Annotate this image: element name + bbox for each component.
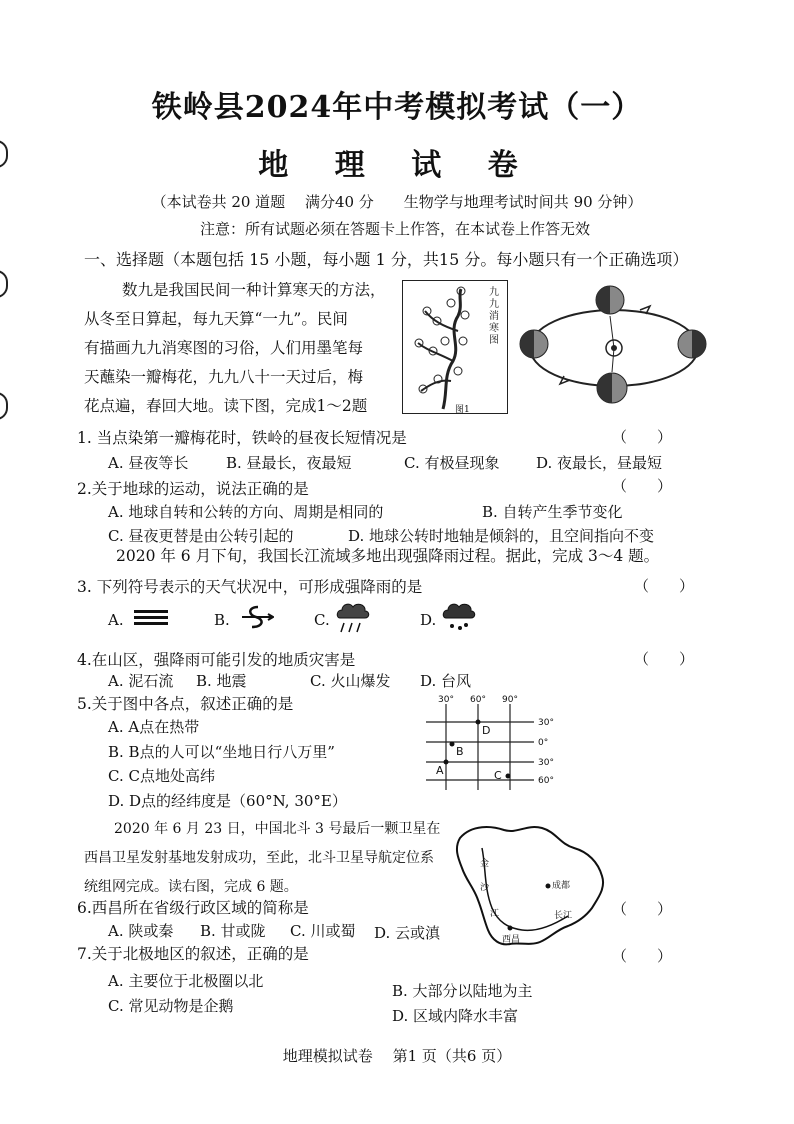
answer-paren: （ ） — [612, 900, 673, 918]
exam-subtitle: 地 理 试 卷 — [258, 148, 536, 183]
grid-point — [476, 720, 481, 725]
q1-option-c: C. 有极昼现象 — [404, 454, 500, 472]
binding-hole — [0, 392, 8, 420]
q6-option-a: A. 陕或秦 — [108, 922, 174, 940]
passage-line: 有描画九九消寒图的习俗，人们用墨笔每 — [84, 339, 364, 357]
grid-right-label: 60° — [538, 776, 554, 786]
grid-point-label: A — [436, 764, 444, 777]
q1-option-b: B. 昼最长，夜最短 — [226, 454, 352, 472]
passage-line: 西昌卫星发射基地发射成功，至此，北斗卫星导航定位系 — [84, 850, 434, 866]
grid-top-label: 60° — [470, 695, 486, 705]
answer-paren: （ ） — [612, 947, 673, 965]
answer-paren: （ ） — [612, 477, 673, 495]
q1-option-a: A. 昼夜等长 — [108, 454, 189, 472]
q3-option-b: B. — [214, 611, 230, 629]
q3-option-d: D. — [420, 611, 437, 629]
figure-label: 图1 — [455, 405, 470, 415]
question-7-stem: 7.关于北极地区的叙述，正确的是 — [77, 945, 309, 963]
question-4-stem: 4.在山区，强降雨可能引发的地质灾害是 — [77, 651, 356, 669]
grid-right-label: 30° — [538, 718, 554, 728]
grid-point-label: B — [456, 745, 464, 758]
earth-orbit-diagram — [510, 282, 722, 412]
question-2-stem: 2.关于地球的运动，说法正确的是 — [77, 480, 309, 498]
q3-option-c: C. — [314, 611, 330, 629]
earth-right-icon — [678, 330, 706, 358]
q6-option-c: C. 川或蜀 — [290, 922, 356, 940]
passage-1 — [84, 276, 400, 421]
answer-paren: （ ） — [634, 577, 695, 595]
q7-option-b: B. 大部分以陆地为主 — [392, 982, 533, 1000]
lat-long-grid — [422, 692, 568, 794]
q2-option-a: A. 地球自转和公转的方向、周期是相同的 — [108, 503, 384, 521]
passage-3 — [84, 815, 454, 902]
exam-info: （本试卷共 20 道题 满分40 分 生物学与地理考试时间共 90 分钟） — [151, 193, 643, 211]
question-6-stem: 6.西昌所在省级行政区域的简称是 — [77, 899, 309, 917]
fog-symbol-icon — [134, 608, 170, 628]
map-label: 西昌 — [502, 935, 521, 945]
plum-blossom-figure — [402, 280, 508, 414]
q1-option-d: D. 夜最长，昼最短 — [536, 454, 663, 472]
grid-point — [450, 742, 455, 747]
grid-point-label: D — [482, 724, 491, 737]
poster-text: 九九消寒图 — [489, 287, 499, 346]
question-5-stem: 5.关于图中各点，叙述正确的是 — [77, 695, 294, 713]
q4-option-b: B. 地震 — [196, 672, 247, 690]
map-label: 长江 — [554, 911, 573, 921]
passage-line: 统组网完成。读右图，完成 6 题。 — [84, 879, 298, 895]
q2-option-c: C. 昼夜更替是由公转引起的 — [108, 527, 294, 545]
exam-notice: 注意：所有试题必须在答题卡上作答，在本试卷上作答无效 — [200, 220, 591, 238]
map-label: 成都 — [552, 881, 571, 891]
answer-paren: （ ） — [634, 650, 695, 668]
grid-right-label: 0° — [538, 738, 549, 748]
map-label: 沙 — [480, 883, 490, 893]
grid-point — [444, 760, 449, 765]
q5-option-b: B. B点的人可以“坐地日行八万里” — [108, 743, 335, 761]
heavy-rain-symbol-icon — [440, 600, 478, 636]
map-label: 金 — [480, 859, 490, 869]
q5-option-d: D. D点的经纬度是（60°N, 30°E） — [108, 792, 347, 810]
question-1-stem: 1. 当点染第一瓣梅花时，铁岭的昼夜长短情况是 — [77, 429, 407, 447]
grid-point — [506, 774, 511, 779]
q5-option-c: C. C点地处高纬 — [108, 767, 215, 785]
answer-paren: （ ） — [612, 428, 673, 446]
passage-line: 2020 年 6 月 23 日，中国北斗 3 号最后一颗卫星在 — [114, 821, 441, 837]
grid-point-label: C — [494, 769, 502, 782]
q7-option-c: C. 常见动物是企鹅 — [108, 997, 234, 1015]
question-3-stem: 3. 下列符号表示的天气状况中，可形成强降雨的是 — [77, 578, 423, 596]
earth-left-icon — [520, 330, 548, 358]
q2-option-b: B. 自转产生季节变化 — [482, 503, 623, 521]
binding-hole — [0, 270, 8, 298]
q7-option-d: D. 区域内降水丰富 — [392, 1007, 519, 1025]
passage-line: 数九是我国民间一种计算寒天的方法， — [122, 281, 386, 299]
q4-option-a: A. 泥石流 — [108, 672, 174, 690]
grid-top-label: 90° — [502, 695, 518, 705]
grid-right-label: 30° — [538, 758, 554, 768]
sichuan-map — [452, 818, 612, 950]
q6-option-d: D. 云或滇 — [374, 924, 441, 942]
q4-option-d: D. 台风 — [420, 672, 472, 690]
section-heading: 一、选择题（本题包括 15 小题，每小题 1 分，共15 分。每小题只有一个正确选项） — [84, 250, 689, 269]
map-label: 江 — [490, 909, 500, 919]
grid-top-label: 30° — [438, 695, 454, 705]
q3-option-a: A. — [108, 611, 124, 629]
light-rain-symbol-icon — [334, 600, 372, 636]
q5-option-a: A. A点在热带 — [108, 718, 200, 736]
chengdu-point — [546, 884, 551, 889]
q4-option-c: C. 火山爆发 — [310, 672, 391, 690]
passage-line: 花点遍，春回大地。读下图，完成1～2题 — [84, 397, 368, 415]
q2-option-d: D. 地球公转时地轴是倾斜的，且空间指向不变 — [348, 527, 655, 545]
page-footer: 地理模拟试卷 第1 页（共6 页） — [282, 1047, 512, 1065]
sandstorm-symbol-icon — [240, 604, 274, 632]
passage-line: 从冬至日算起，每九天算“一九”。民间 — [84, 310, 348, 328]
exam-title: 铁岭县2024年中考模拟考试（一） — [151, 90, 643, 125]
earth-top-icon — [596, 286, 624, 314]
earth-bottom-icon — [597, 373, 627, 403]
q6-option-b: B. 甘或陇 — [200, 922, 266, 940]
passage-line: 天蘸染一瓣梅花，九九八十一天过后，梅 — [84, 368, 364, 386]
passage-2: 2020 年 6 月下旬，我国长江流域多地出现强降雨过程。据此，完成 3～4 题。 — [116, 547, 660, 565]
q7-option-a: A. 主要位于北极圈以北 — [108, 972, 264, 990]
xichang-point — [508, 926, 513, 931]
